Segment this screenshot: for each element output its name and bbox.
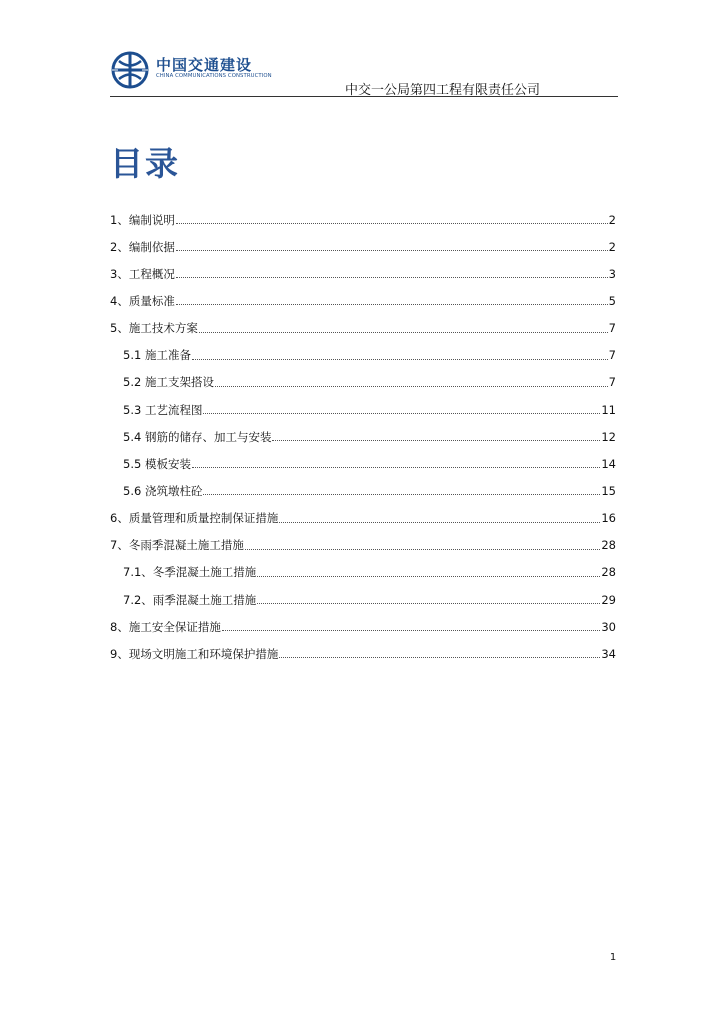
toc-entry-page: 16	[601, 511, 616, 526]
header-rule	[110, 96, 618, 97]
toc-entry-label: 2、编制依据	[110, 239, 175, 254]
toc-entry-label: 8、施工安全保证措施	[110, 619, 221, 634]
toc-entry-label: 1、编制说明	[110, 212, 175, 227]
toc-entry[interactable]	[110, 260, 616, 287]
toc-dot-leader	[199, 332, 608, 333]
toc-entry-label: 3、工程概况	[110, 266, 175, 281]
toc-entry-label: 5、施工技术方案	[110, 321, 198, 336]
toc-entry-page: 7	[608, 375, 616, 390]
toc-entry-label: 5.3 工艺流程图	[123, 402, 203, 417]
toc-entry[interactable]	[110, 423, 616, 450]
toc-dot-leader	[176, 250, 608, 251]
toc-entry-page: 3	[608, 266, 616, 281]
page-header	[110, 48, 618, 98]
toc-entry-label: 7、冬雨季混凝土施工措施	[110, 538, 244, 553]
toc-entry-page: 7	[608, 348, 616, 363]
toc-entry-label: 6、质量管理和质量控制保证措施	[110, 511, 279, 526]
logo-emblem-icon	[110, 50, 150, 90]
toc-dot-leader	[192, 467, 600, 468]
company-logo	[110, 48, 272, 92]
toc-entry-label: 7.2、雨季混凝土施工措施	[123, 592, 257, 607]
toc-entry-page: 12	[601, 429, 616, 444]
toc-entry-page: 2	[608, 239, 616, 254]
toc-dot-leader	[176, 223, 608, 224]
toc-entry[interactable]	[110, 477, 616, 504]
toc-entry[interactable]	[110, 532, 616, 559]
toc-entry[interactable]	[110, 233, 616, 260]
toc-dot-leader	[272, 440, 600, 441]
toc-dot-leader	[192, 359, 608, 360]
toc-entry-label: 7.1、冬季混凝土施工措施	[123, 565, 257, 580]
toc-dot-leader	[203, 413, 600, 414]
toc-dot-leader	[245, 549, 601, 550]
toc-entry-page: 28	[601, 565, 616, 580]
toc-entry-label: 9、现场文明施工和环境保护措施	[110, 646, 279, 661]
toc-dot-leader	[257, 603, 600, 604]
toc-entry-page: 11	[601, 402, 616, 417]
toc-dot-leader	[279, 657, 600, 658]
toc-entry[interactable]	[110, 586, 616, 613]
toc-entry-label: 5.2 施工支架搭设	[123, 375, 214, 390]
toc-entry[interactable]	[110, 559, 616, 586]
toc-entry[interactable]	[110, 613, 616, 640]
toc-entry-page: 14	[601, 456, 616, 471]
toc-dot-leader	[222, 630, 601, 631]
toc-entry[interactable]	[110, 505, 616, 532]
toc-entry-label: 5.5 模板安装	[123, 456, 191, 471]
toc-entry-page: 5	[608, 293, 616, 308]
toc-entry[interactable]	[110, 450, 616, 477]
toc-entry[interactable]	[110, 396, 616, 423]
toc-entry-page: 30	[601, 619, 616, 634]
toc-entry-page: 29	[601, 592, 616, 607]
toc-entry[interactable]	[110, 287, 616, 314]
toc-dot-leader	[176, 304, 608, 305]
toc-entry[interactable]	[110, 315, 616, 342]
toc-entry[interactable]	[110, 342, 616, 369]
company-name: 中交一公局第四工程有限责任公司	[344, 83, 540, 98]
toc-entry-label: 5.4 钢筋的储存、加工与安装	[123, 429, 272, 444]
page-number: 1	[609, 952, 617, 963]
logo-chinese-text: 中国交通建设	[156, 56, 253, 74]
toc-dot-leader	[215, 386, 608, 387]
toc-entry-label: 5.6 浇筑墩柱砼	[123, 483, 203, 498]
toc-dot-leader	[203, 494, 600, 495]
toc-entry-page: 2	[608, 212, 616, 227]
toc-dot-leader	[257, 576, 600, 577]
toc-dot-leader	[279, 522, 600, 523]
toc-entry-page: 15	[601, 483, 616, 498]
toc-entry-page: 34	[601, 646, 616, 661]
toc-entry[interactable]	[110, 206, 616, 233]
toc-dot-leader	[176, 277, 608, 278]
toc-entry[interactable]	[110, 369, 616, 396]
logo-english-text: CHINA COMMUNICATIONS CONSTRUCTION	[156, 73, 272, 79]
toc-entry-page: 28	[601, 538, 616, 553]
table-of-contents	[110, 206, 616, 667]
toc-entry-page: 7	[608, 321, 616, 336]
toc-title: 目录	[110, 144, 180, 183]
toc-entry-label: 5.1 施工准备	[123, 348, 191, 363]
toc-entry[interactable]	[110, 640, 616, 667]
toc-entry-label: 4、质量标准	[110, 293, 175, 308]
